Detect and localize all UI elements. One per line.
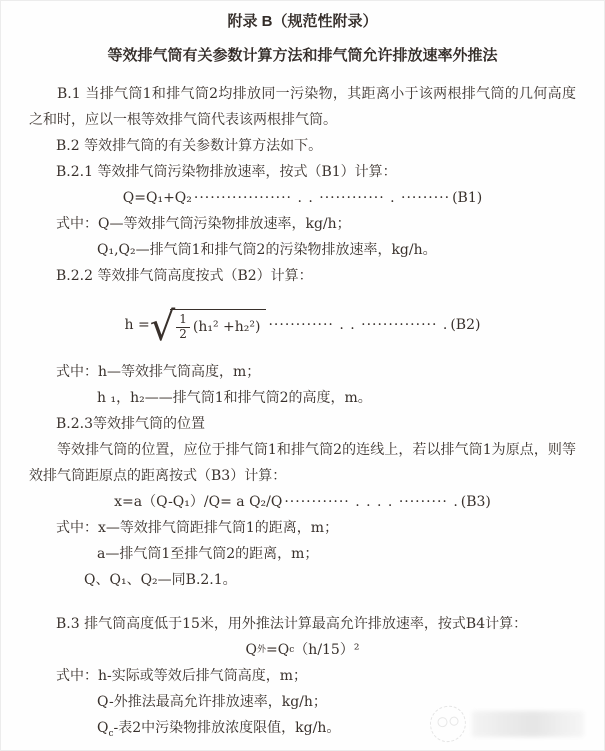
b4-where-q: Q-外推法最高允许排放速率，kg/h；: [97, 694, 327, 710]
b3-where-x: 式中：x—等效排气筒距排气筒1的距离，m；: [56, 520, 339, 536]
blurred-watermark-text: [472, 711, 584, 737]
appendix-title: 附录 B（规范性附录）: [227, 13, 378, 30]
qc-sub: c: [108, 728, 114, 739]
section-b22-heading: B.2.2 等效排气筒高度按式（B2）计算：: [56, 268, 313, 284]
formula-b1-body: Q=Q₁+Q₂: [122, 190, 192, 206]
formula-b1-dots: ·················· . . ············ . ·········: [193, 190, 451, 206]
watermark: [430, 706, 584, 742]
section-b21-heading: B.2.1 等效排气筒污染物排放速率，按式（B1）计算：: [56, 164, 397, 180]
b1-where-q1q2: Q₁,Q₂—排气筒1和排气筒2的污染物排放速率，kg/h。: [97, 242, 437, 258]
formula-b4-mid: =Q: [266, 642, 290, 658]
square-root: [149, 304, 267, 350]
b2-where-h1h2: h ₁，h₂——排气筒1和排气筒2的高度，m。: [97, 390, 372, 406]
section-b23-paragraph: 等效排气筒的位置，应位于排气筒1和排气筒2的连线上，若以排气筒1为原点，则等效排气筒距原点的距离按式（B3）计算：: [29, 442, 576, 484]
b3-where-q: Q、Q₁、Q₂—同B.2.1。: [84, 572, 237, 588]
b1-where-q: 式中：Q—等效排气筒污染物排放速率，kg/h；: [56, 216, 351, 232]
section-b1-paragraph: B.1 当排气筒1和排气筒2均排放同一污染物，其距离小于该两根排气筒的几何高度之和时，应以一根等效排气筒代表该两根排气筒。: [29, 86, 576, 128]
b4-where-h: 式中：h-实际或等效后排气筒高度，m；: [56, 668, 308, 684]
formula-b1-label: (B1): [452, 190, 483, 206]
formula-b3-body: x=a（Q-Q₁）/Q= a Q₂/Q: [114, 494, 283, 510]
fraction-numerator: 1: [176, 313, 190, 328]
b3-where-a: a—排气筒1至排气筒2的距离，m；: [97, 546, 319, 562]
fraction-denominator: 2: [179, 326, 187, 341]
formula-b2-lhs: h =: [124, 317, 150, 333]
section-b3-heading: B.3 排气筒高度低于15米，用外推法计算最高允许排放速率，按式B4计算：: [56, 616, 528, 632]
formula-b3-dots: ············ . . . . ········· .: [284, 494, 459, 510]
formula-b4-base: Q: [245, 642, 258, 658]
formula-b2-label: (B2): [450, 317, 481, 333]
formula-b4: [29, 637, 576, 663]
formula-b2-dots: ············ . . ·············· .: [268, 317, 449, 333]
section-b23-heading: B.2.3等效排气筒的位置: [56, 416, 206, 432]
formula-b3: [29, 489, 576, 515]
radical-sign-icon: √: [149, 304, 176, 350]
formula-b4-sub-c: c: [289, 645, 295, 655]
appendix-subtitle: 等效排气筒有关参数计算方法和排气筒允许排放速率外推法: [107, 47, 498, 64]
watermark-doodle-icon: [427, 703, 470, 746]
formula-b1: [29, 185, 576, 211]
b2-where-h: 式中：h—等效排气筒高度，m；: [56, 364, 261, 380]
formula-b2: [29, 297, 576, 353]
radicand: [170, 309, 266, 342]
qc-rest: -表2中污染物排放浓度限值，kg/h。: [113, 720, 341, 736]
radicand-expression: (h₁² +h₂²): [192, 319, 261, 335]
fraction-one-half: [176, 313, 190, 342]
section-b2-heading: B.2 等效排气筒的有关参数计算方法如下。: [56, 138, 323, 154]
qc-base: Q: [97, 720, 109, 736]
formula-b4-tail: （h/15）²: [294, 642, 360, 658]
formula-b4-sub-wai: 外: [257, 645, 267, 655]
formula-b3-label: (B3): [460, 494, 491, 510]
